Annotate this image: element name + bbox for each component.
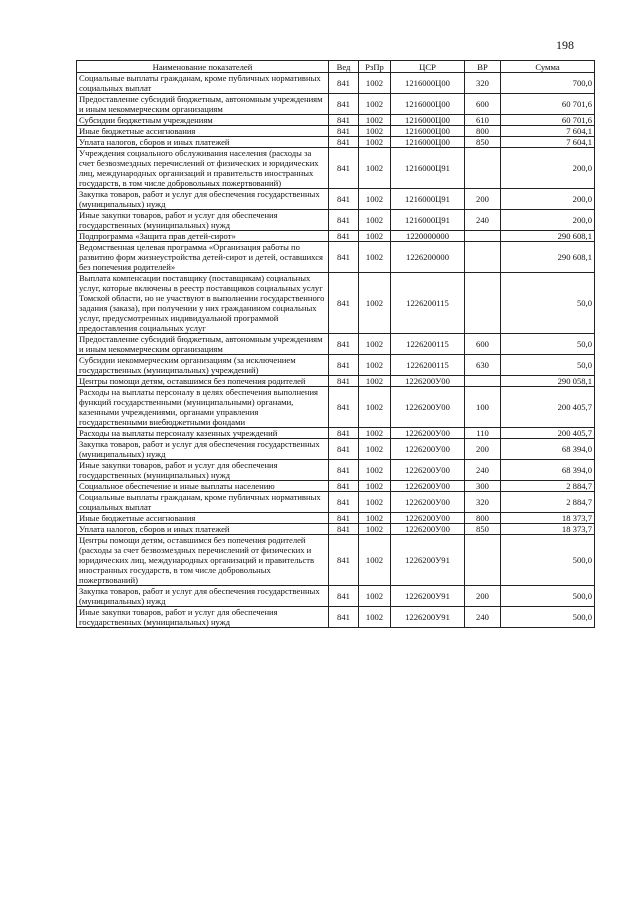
- cell-vr: [465, 535, 501, 586]
- header-name: Наименование показателей: [77, 61, 329, 73]
- table-row: [77, 513, 595, 524]
- cell-name: Иные закупки товаров, работ и услуг для обеспечения государственных (муниципальных) нужд: [77, 210, 329, 231]
- cell-rzpr: 1002: [359, 586, 391, 607]
- cell-rzpr: 1002: [359, 607, 391, 628]
- cell-ved: 841: [329, 376, 359, 387]
- cell-name: Уплата налогов, сборов и иных платежей: [77, 137, 329, 148]
- cell-sum: 200,0: [501, 148, 595, 189]
- cell-ved: 841: [329, 355, 359, 376]
- header-rzpr: РзПр: [359, 61, 391, 73]
- cell-sum: 50,0: [501, 355, 595, 376]
- cell-rzpr: 1002: [359, 94, 391, 115]
- cell-sum: 2 884,7: [501, 492, 595, 513]
- table-row: [77, 387, 595, 428]
- table-header: [77, 61, 595, 73]
- cell-csr: 1216000Ц91: [391, 148, 465, 189]
- cell-csr: 1216000Ц00: [391, 126, 465, 137]
- cell-sum: 60 701,6: [501, 115, 595, 126]
- cell-name: Социальные выплаты гражданам, кроме публичных нормативных социальных выплат: [77, 492, 329, 513]
- cell-vr: 240: [465, 460, 501, 481]
- cell-vr: [465, 231, 501, 242]
- table-row: [77, 492, 595, 513]
- cell-rzpr: 1002: [359, 137, 391, 148]
- table-row: [77, 126, 595, 137]
- cell-sum: 500,0: [501, 535, 595, 586]
- cell-csr: 1216000Ц00: [391, 115, 465, 126]
- table-row: [77, 242, 595, 273]
- cell-csr: 1226200У91: [391, 607, 465, 628]
- cell-ved: 841: [329, 387, 359, 428]
- cell-name: Закупка товаров, работ и услуг для обеспечения государственных (муниципальных) нужд: [77, 439, 329, 460]
- cell-rzpr: 1002: [359, 148, 391, 189]
- cell-vr: 600: [465, 334, 501, 355]
- cell-sum: 7 604,1: [501, 126, 595, 137]
- cell-ved: 841: [329, 535, 359, 586]
- cell-csr: 1216000Ц00: [391, 94, 465, 115]
- cell-name: Предоставление субсидий бюджетным, автономным учреждениям и иным некоммерческим организациям: [77, 334, 329, 355]
- cell-rzpr: 1002: [359, 126, 391, 137]
- table-row: [77, 189, 595, 210]
- cell-name: Расходы на выплаты персоналу в целях обеспечения выполнения функций государственными (муниципальными) органами, казенными учреждениями, органами управления государственными внебюджетными фондами: [77, 387, 329, 428]
- cell-vr: 630: [465, 355, 501, 376]
- cell-sum: 200 405,7: [501, 428, 595, 439]
- cell-vr: [465, 242, 501, 273]
- cell-name: Социальные выплаты гражданам, кроме публичных нормативных социальных выплат: [77, 73, 329, 94]
- cell-vr: [465, 273, 501, 334]
- cell-csr: 1226200У00: [391, 513, 465, 524]
- cell-rzpr: 1002: [359, 524, 391, 535]
- cell-csr: 1226200У00: [391, 460, 465, 481]
- cell-vr: 110: [465, 428, 501, 439]
- cell-ved: 841: [329, 524, 359, 535]
- cell-csr: 1216000Ц91: [391, 189, 465, 210]
- table-body: [77, 73, 595, 628]
- cell-vr: 610: [465, 115, 501, 126]
- cell-name: Подпрограмма «Защита прав детей-сирот»: [77, 231, 329, 242]
- cell-ved: 841: [329, 126, 359, 137]
- cell-ved: 841: [329, 428, 359, 439]
- cell-csr: 1226200115: [391, 355, 465, 376]
- cell-name: Субсидии бюджетным учреждениям: [77, 115, 329, 126]
- cell-sum: 60 701,6: [501, 94, 595, 115]
- cell-rzpr: 1002: [359, 115, 391, 126]
- cell-csr: 1226200000: [391, 242, 465, 273]
- cell-csr: 1226200115: [391, 273, 465, 334]
- cell-csr: 1226200У00: [391, 481, 465, 492]
- cell-ved: 841: [329, 94, 359, 115]
- cell-name: Иные бюджетные ассигнования: [77, 513, 329, 524]
- cell-sum: 68 394,0: [501, 439, 595, 460]
- cell-vr: 600: [465, 94, 501, 115]
- cell-name: Иные бюджетные ассигнования: [77, 126, 329, 137]
- cell-vr: [465, 376, 501, 387]
- cell-rzpr: 1002: [359, 210, 391, 231]
- cell-vr: 850: [465, 524, 501, 535]
- cell-ved: 841: [329, 460, 359, 481]
- table-row: [77, 334, 595, 355]
- cell-vr: 300: [465, 481, 501, 492]
- cell-vr: 320: [465, 73, 501, 94]
- cell-csr: 1216000Ц00: [391, 137, 465, 148]
- cell-vr: 200: [465, 439, 501, 460]
- table-row: [77, 428, 595, 439]
- cell-csr: 1226200У00: [391, 428, 465, 439]
- cell-rzpr: 1002: [359, 439, 391, 460]
- table-row: [77, 439, 595, 460]
- budget-table: [76, 60, 595, 628]
- cell-sum: 500,0: [501, 586, 595, 607]
- cell-vr: 200: [465, 586, 501, 607]
- cell-vr: 200: [465, 189, 501, 210]
- cell-vr: 850: [465, 137, 501, 148]
- cell-vr: 800: [465, 513, 501, 524]
- cell-ved: 841: [329, 189, 359, 210]
- header-csr: ЦСР: [391, 61, 465, 73]
- cell-name: Иные закупки товаров, работ и услуг для обеспечения государственных (муниципальных) нужд: [77, 607, 329, 628]
- cell-sum: 200,0: [501, 189, 595, 210]
- cell-name: Ведомственная целевая программа «Организация работы по развитию форм жизнеустройства детей-сирот и детей, оставшихся без попечения родителей»: [77, 242, 329, 273]
- cell-vr: 320: [465, 492, 501, 513]
- cell-name: Предоставление субсидий бюджетным, автономным учреждениям и иным некоммерческим организациям: [77, 94, 329, 115]
- cell-ved: 841: [329, 439, 359, 460]
- cell-sum: 500,0: [501, 607, 595, 628]
- cell-vr: [465, 148, 501, 189]
- cell-rzpr: 1002: [359, 273, 391, 334]
- cell-sum: 68 394,0: [501, 460, 595, 481]
- cell-csr: 1216000Ц91: [391, 210, 465, 231]
- cell-name: Выплата компенсации поставщику (поставщикам) социальных услуг, которые включены в реестр поставщиков социальных услуг Томской области, но не участвуют в выполнении государственного задания (заказа), при получении у них гражданином социальных услуг, предусмотренных индивидуальной программой предоставления социальных услуг: [77, 273, 329, 334]
- cell-csr: 1226200У00: [391, 439, 465, 460]
- cell-sum: 200,0: [501, 210, 595, 231]
- cell-sum: 290 608,1: [501, 242, 595, 273]
- cell-name: Центры помощи детям, оставшимся без попечения родителей (расходы за счет безвозмездных перечислений от физических и юридических лиц, международных организаций и правительств иностранных государств, в том числе добровольных пожертвований): [77, 535, 329, 586]
- table-row: [77, 376, 595, 387]
- cell-vr: 800: [465, 126, 501, 137]
- cell-rzpr: 1002: [359, 535, 391, 586]
- table-row: [77, 535, 595, 586]
- cell-ved: 841: [329, 334, 359, 355]
- cell-vr: 240: [465, 210, 501, 231]
- cell-rzpr: 1002: [359, 231, 391, 242]
- cell-name: Центры помощи детям, оставшимся без попечения родителей: [77, 376, 329, 387]
- cell-ved: 841: [329, 607, 359, 628]
- cell-sum: 200 405,7: [501, 387, 595, 428]
- cell-csr: 1226200У00: [391, 492, 465, 513]
- table-row: [77, 481, 595, 492]
- table-row: [77, 231, 595, 242]
- cell-sum: 7 604,1: [501, 137, 595, 148]
- page-number: 198: [556, 38, 574, 52]
- cell-vr: 240: [465, 607, 501, 628]
- cell-csr: 1216000Ц00: [391, 73, 465, 94]
- cell-rzpr: 1002: [359, 481, 391, 492]
- table-row: [77, 524, 595, 535]
- cell-ved: 841: [329, 513, 359, 524]
- cell-sum: 290 058,1: [501, 376, 595, 387]
- cell-name: Расходы на выплаты персоналу казенных учреждений: [77, 428, 329, 439]
- table-row: [77, 355, 595, 376]
- cell-csr: 1226200У00: [391, 387, 465, 428]
- cell-sum: 50,0: [501, 273, 595, 334]
- table-row: [77, 460, 595, 481]
- cell-ved: 841: [329, 137, 359, 148]
- cell-csr: 1226200У91: [391, 586, 465, 607]
- cell-ved: 841: [329, 148, 359, 189]
- cell-name: Уплата налогов, сборов и иных платежей: [77, 524, 329, 535]
- cell-csr: 1226200У00: [391, 524, 465, 535]
- cell-rzpr: 1002: [359, 492, 391, 513]
- cell-ved: 841: [329, 242, 359, 273]
- cell-ved: 841: [329, 586, 359, 607]
- cell-ved: 841: [329, 210, 359, 231]
- cell-ved: 841: [329, 73, 359, 94]
- table-row: [77, 607, 595, 628]
- cell-sum: 700,0: [501, 73, 595, 94]
- cell-name: Закупка товаров, работ и услуг для обеспечения государственных (муниципальных) нужд: [77, 586, 329, 607]
- cell-name: Иные закупки товаров, работ и услуг для обеспечения государственных (муниципальных) нужд: [77, 460, 329, 481]
- table-row: [77, 210, 595, 231]
- cell-sum: 50,0: [501, 334, 595, 355]
- cell-rzpr: 1002: [359, 242, 391, 273]
- table-row: [77, 94, 595, 115]
- table-row: [77, 115, 595, 126]
- cell-ved: 841: [329, 115, 359, 126]
- cell-csr: 1226200У00: [391, 376, 465, 387]
- header-vr: ВР: [465, 61, 501, 73]
- cell-rzpr: 1002: [359, 376, 391, 387]
- cell-sum: 18 373,7: [501, 513, 595, 524]
- table-row: [77, 273, 595, 334]
- header-row: [77, 61, 595, 73]
- cell-name: Социальное обеспечение и иные выплаты населению: [77, 481, 329, 492]
- table-row: [77, 148, 595, 189]
- cell-csr: 1226200115: [391, 334, 465, 355]
- cell-sum: 2 884,7: [501, 481, 595, 492]
- cell-csr: 1226200У91: [391, 535, 465, 586]
- cell-ved: 841: [329, 273, 359, 334]
- cell-sum: 290 608,1: [501, 231, 595, 242]
- cell-csr: 1220000000: [391, 231, 465, 242]
- cell-name: Субсидии некоммерческим организациям (за исключением государственных (муниципальных) учреждений): [77, 355, 329, 376]
- cell-name: Учреждения социального обслуживания населения (расходы за счет безвозмездных перечислений от физических и юридических лиц, международных организаций и правительств иностранных государств, в том числе добровольных пожертвований): [77, 148, 329, 189]
- table-row: [77, 73, 595, 94]
- cell-rzpr: 1002: [359, 513, 391, 524]
- cell-name: Закупка товаров, работ и услуг для обеспечения государственных (муниципальных) нужд: [77, 189, 329, 210]
- cell-rzpr: 1002: [359, 334, 391, 355]
- cell-sum: 18 373,7: [501, 524, 595, 535]
- cell-rzpr: 1002: [359, 73, 391, 94]
- cell-ved: 841: [329, 492, 359, 513]
- cell-vr: 100: [465, 387, 501, 428]
- cell-rzpr: 1002: [359, 387, 391, 428]
- header-ved: Вед: [329, 61, 359, 73]
- header-sum: Сумма: [501, 61, 595, 73]
- cell-ved: 841: [329, 481, 359, 492]
- table-row: [77, 137, 595, 148]
- table-row: [77, 586, 595, 607]
- cell-rzpr: 1002: [359, 355, 391, 376]
- cell-ved: 841: [329, 231, 359, 242]
- cell-rzpr: 1002: [359, 428, 391, 439]
- cell-rzpr: 1002: [359, 189, 391, 210]
- cell-rzpr: 1002: [359, 460, 391, 481]
